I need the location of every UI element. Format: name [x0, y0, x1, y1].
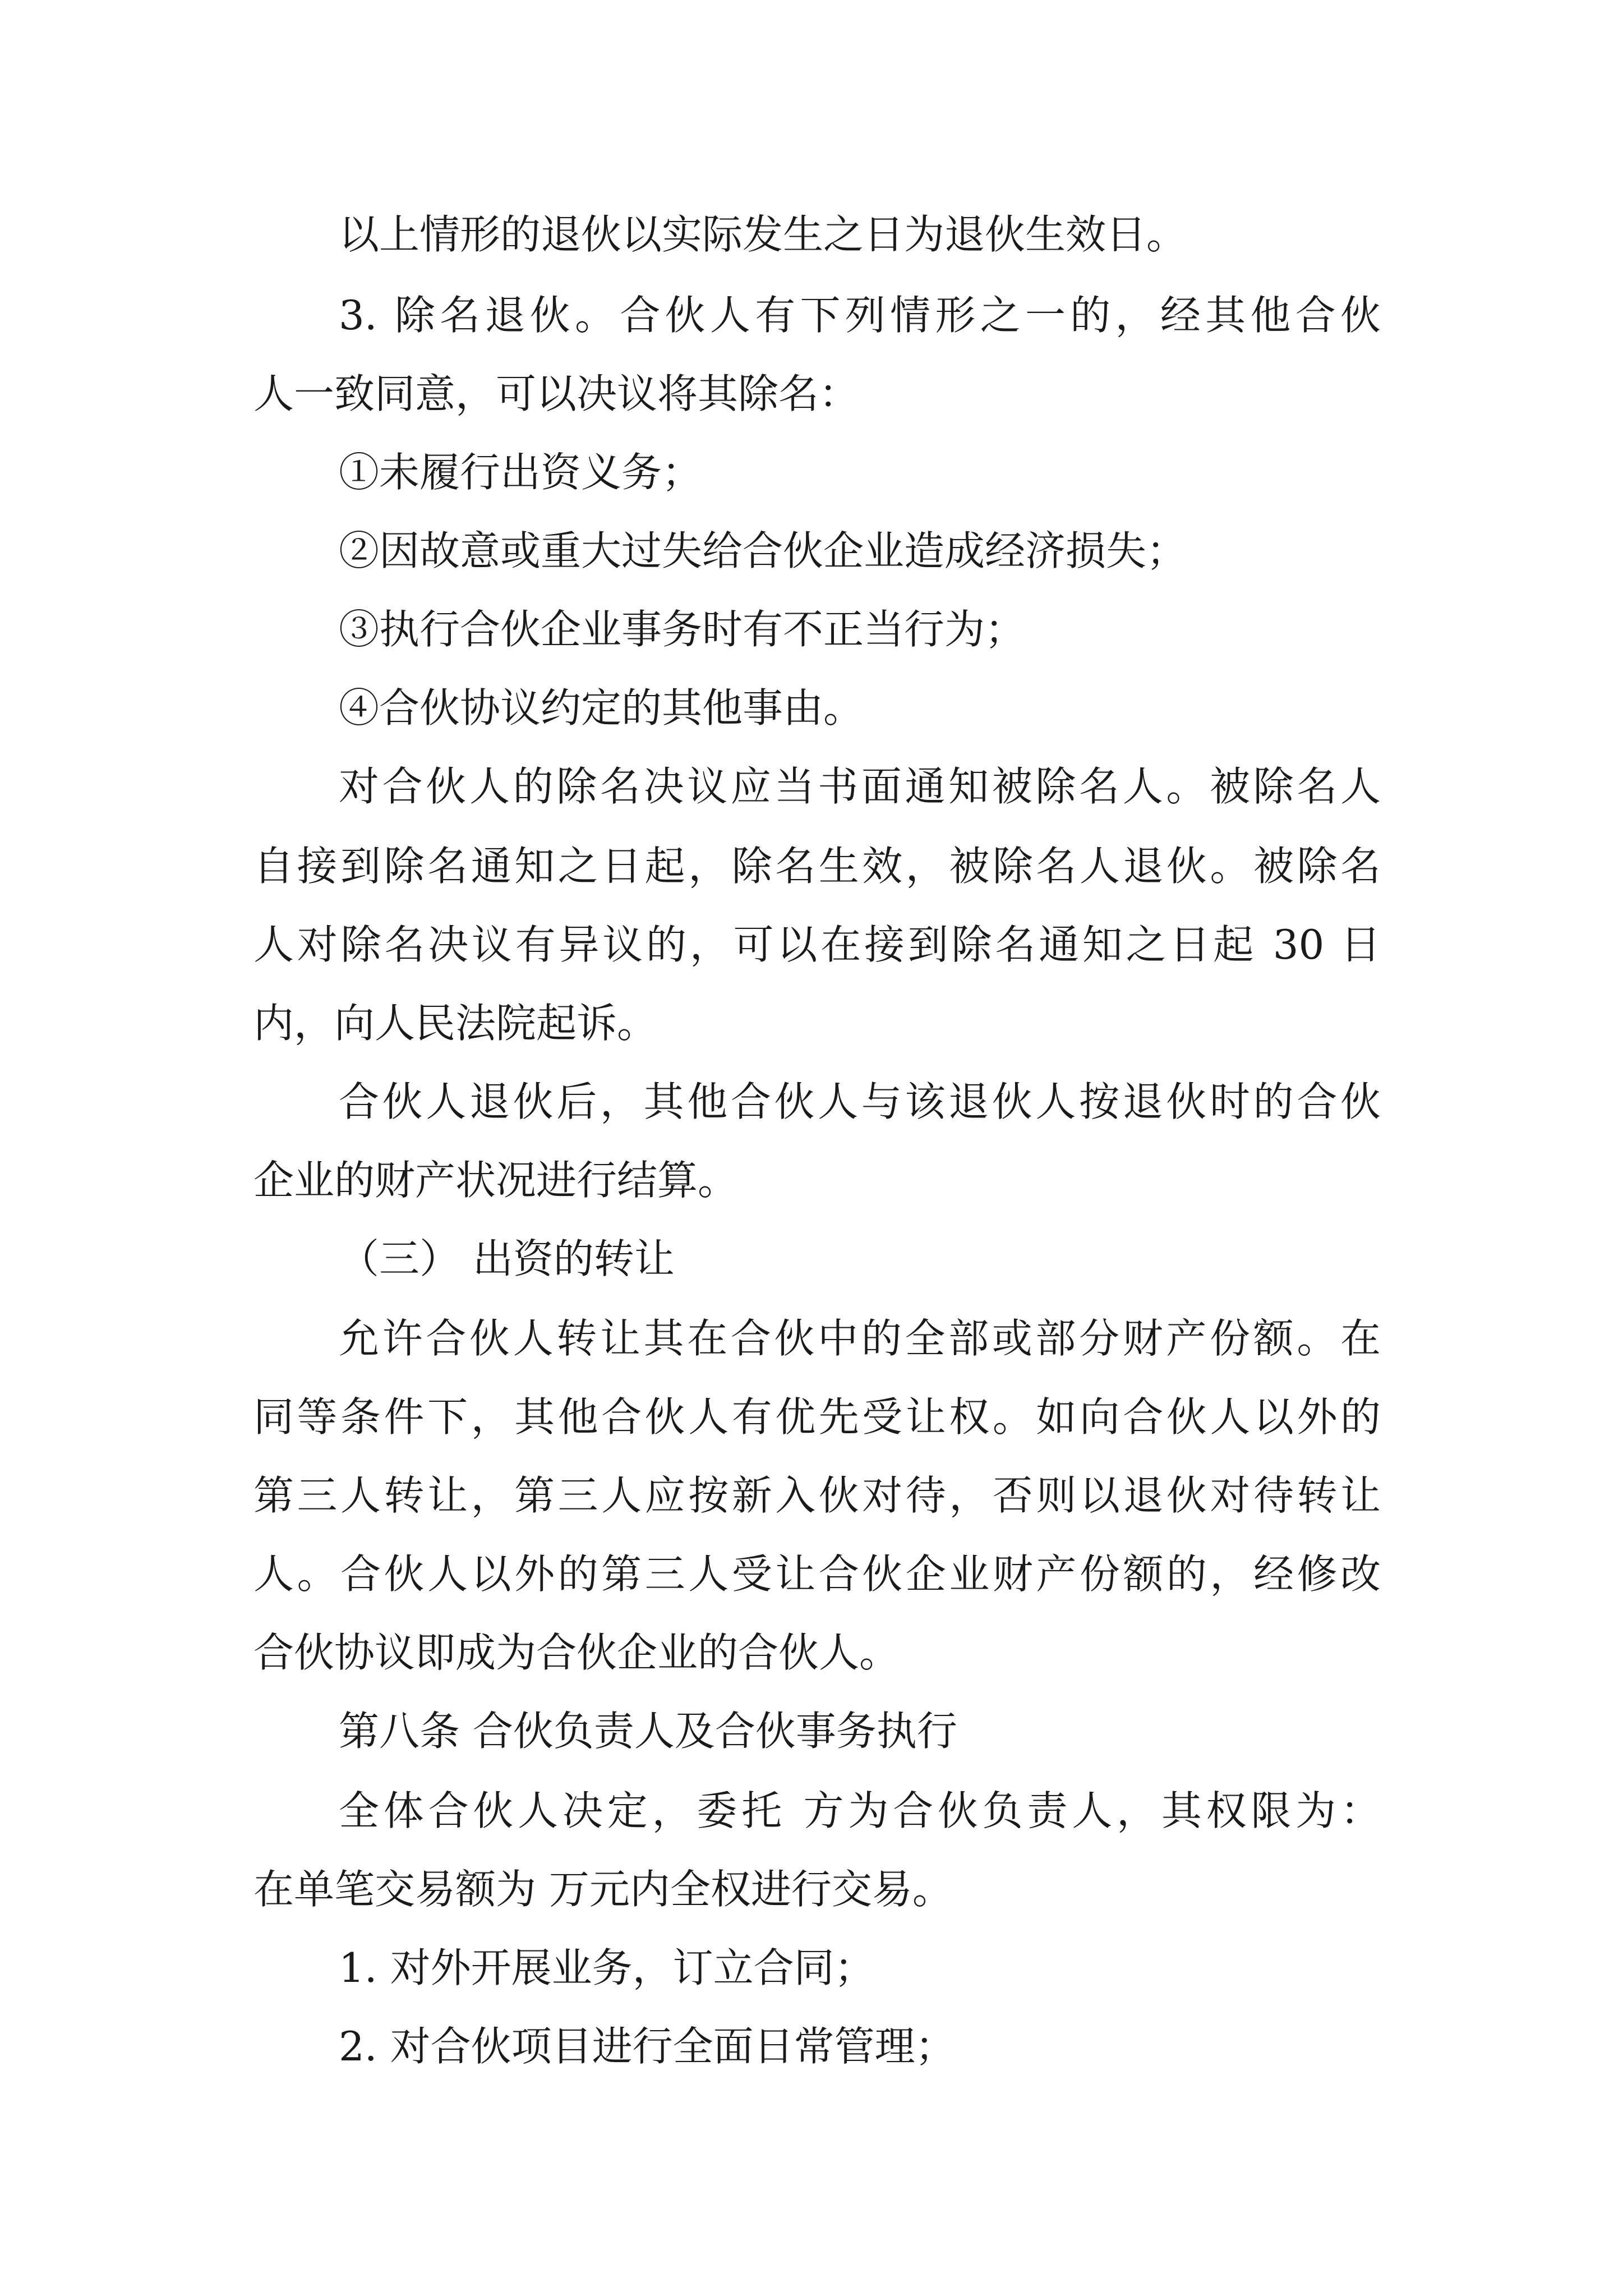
- paragraph-line: 第三人转让，第三人应按新入伙对待，否则以退伙对待转让: [253, 1472, 1381, 1519]
- paragraph-line: 人一致同意，可以决议将其除名：: [253, 370, 860, 417]
- list-item: ③执行合伙企业事务时有不正当行为；: [339, 606, 1026, 653]
- paragraph-line: 合伙协议即成为合伙企业的合伙人。: [253, 1629, 900, 1676]
- article-heading: 第八条 合伙负责人及合伙事务执行: [339, 1708, 957, 1755]
- section-heading: （三） 出资的转让: [339, 1235, 675, 1282]
- paragraph-line: 同等条件下，其他合伙人有优先受让权。如向合伙人以外的: [253, 1393, 1381, 1441]
- paragraph-line: 人。合伙人以外的第三人受让合伙企业财产份额的，经修改: [253, 1550, 1381, 1598]
- list-item: ④合伙协议约定的其他事由。: [339, 684, 864, 731]
- paragraph-line: 合伙人退伙后，其他合伙人与该退伙人按退伙时的合伙: [339, 1078, 1381, 1125]
- paragraph-line: 内，向人民法院起诉。: [253, 1000, 658, 1047]
- list-item: ①未履行出资义务；: [339, 449, 703, 496]
- paragraph-line: 企业的财产状况进行结算。: [253, 1157, 739, 1204]
- paragraph-line: 3. 除名退伙。合伙人有下列情形之一的，经其他合伙: [339, 292, 1381, 339]
- paragraph-line: 全体合伙人决定，委托 方为合伙负责人，其权限为：: [339, 1787, 1381, 1834]
- list-item: ②因故意或重大过失给合伙企业造成经济损失；: [339, 527, 1187, 574]
- list-item: 1. 对外开展业务，订立合同；: [339, 1944, 875, 1991]
- paragraph-line: 以上情形的退伙以实际发生之日为退伙生效日。: [339, 211, 1187, 258]
- paragraph-line: 允许合伙人转让其在合伙中的全部或部分财产份额。在: [339, 1315, 1381, 1362]
- paragraph-line: 在单笔交易额为 万元内全权进行交易。: [253, 1866, 953, 1913]
- paragraph-line: 人对除名决议有异议的，可以在接到除名通知之日起 30 日: [253, 921, 1381, 968]
- paragraph-line: 自接到除名通知之日起，除名生效，被除名人退伙。被除名: [253, 843, 1381, 890]
- paragraph-line: 对合伙人的除名决议应当书面通知被除名人。被除名人: [339, 763, 1381, 810]
- list-item: 2. 对合伙项目进行全面日常管理；: [339, 2023, 956, 2070]
